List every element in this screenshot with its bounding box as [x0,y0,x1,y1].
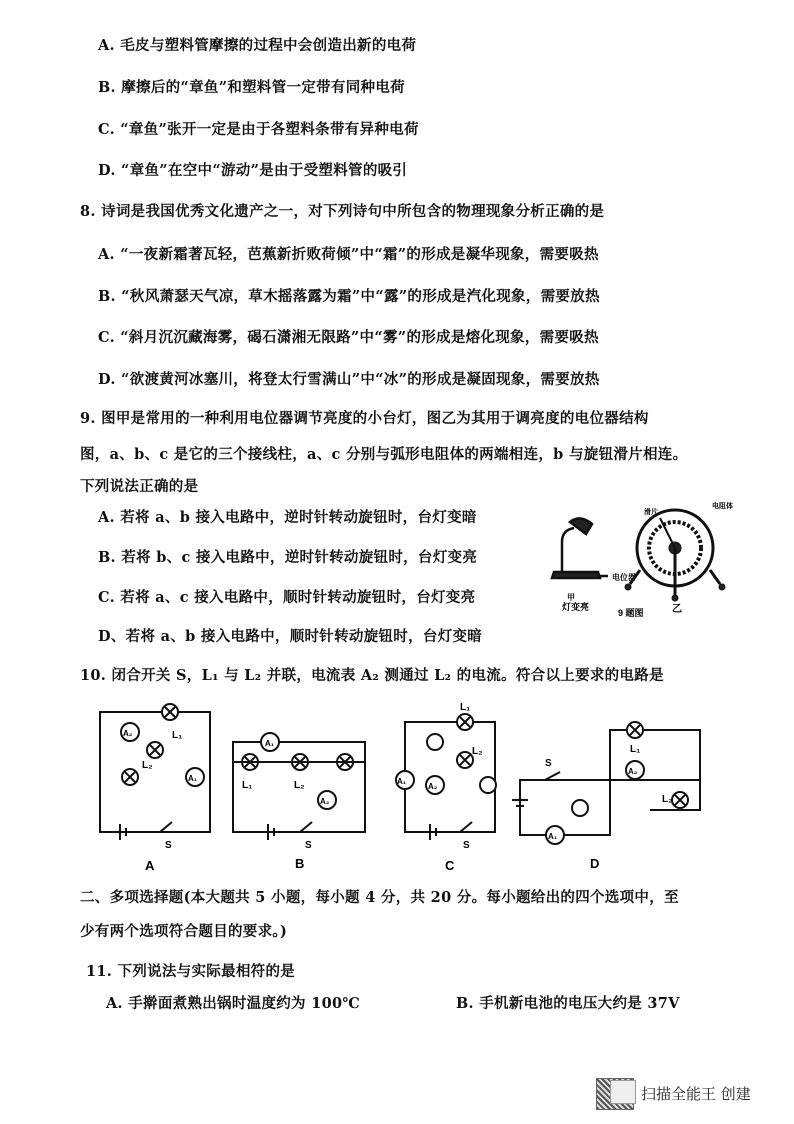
circuit-c-ammeter-a1: A₁ [397,777,407,786]
circuit-a-label: A [145,858,155,873]
q9-option-b: B. 若将 b、c 接入电路中，逆时针转动旋钮时，台灯变亮 [98,549,478,566]
scanner-watermark: 扫描全能王 创建 [641,1085,751,1103]
q9-figure [540,500,740,620]
circuit-a-switch-label: S [165,840,172,851]
q8-option-d: D. “欲渡黄河冰塞川，将登太行雪满山”中“冰”的形成是凝固现象，需要放热 [98,371,600,388]
lamp-caption: 灯变亮 [562,602,590,612]
desk-lamp-illustration [552,518,608,578]
q8-option-b: B. “秋风萧瑟天气凉，草木摇落露为霜”中“露”的形成是汽化现象，需要放热 [98,288,600,305]
circuit-a-ammeter-a2: A₂ [123,729,133,738]
circuit-a-l2: L₂ [142,760,153,771]
q11-option-a: A. 手擀面煮熟出锅时温度约为 100℃ [106,995,361,1012]
circuit-c-ammeter-a2: A₂ [428,782,438,791]
circuit-d-l1: L₁ [630,744,641,755]
circuit-d [512,722,700,844]
circuit-d-switch-label: S [545,758,552,769]
q9-option-c: C. 若将 a、c 接入电路中，顺时针转动旋钮时，台灯变亮 [98,589,476,606]
q8-option-c: C. “斜月沉沉藏海雾，碣石潇湘无限路”中“雾”的形成是熔化现象，需要吸热 [98,329,599,346]
circuit-b-ammeter-a1: A₁ [265,739,275,748]
circuit-b-label: B [295,856,305,871]
q8-stem: 8. 诗词是我国优秀文化遗产之一，对下列诗句中所包含的物理现象分析正确的是 [80,203,605,220]
circuit-b-l2: L₂ [294,780,305,791]
q7-option-c: C. “章鱼”张开一定是由于各塑料条带有异种电荷 [98,121,419,138]
q7-option-a: A. 毛皮与塑料管摩擦的过程中会创造出新的电荷 [98,37,417,54]
circuit-d-label: D [590,856,600,871]
circuit-c-l2: L₂ [472,746,483,757]
q9-option-a: A. 若将 a、b 接入电路中，逆时针转动旋钮时，台灯变暗 [98,509,477,526]
circuit-a-ammeter-a1: A₁ [188,774,198,783]
pot-part-resistor: 电阻体 [712,503,733,510]
q11-stem: 11. 下列说法与实际最相符的是 [86,963,296,980]
lamp-label: 甲 [567,593,575,602]
circuit-a-l1: L₁ [172,730,183,741]
q9-option-d: D、若将 a、b 接入电路中，顺时针转动旋钮时，台灯变暗 [98,628,483,645]
q8-option-a: A. “一夜新霜著瓦轻，芭蕉新折败荷倾”中“霜”的形成是凝华现象，需要吸热 [98,246,599,263]
section2-heading-line1: 二、多项选择题(本大题共 5 小题，每小题 4 分，共 20 分。每小题给出的四个选项中，至 [80,889,679,906]
lamp-part-label: 电位器 [612,573,636,582]
circuit-d-ammeter-a2: A₂ [628,767,638,776]
circuit-b-switch-label: S [305,840,312,851]
circuit-c-label: C [445,858,455,873]
circuit-c-switch-label: S [463,840,470,851]
q9-stem-line1: 9. 图甲是常用的一种利用电位器调节亮度的小台灯，图乙为其用于调亮度的电位器结构 [80,410,649,427]
q9-stem-line2: 图，a、b、c 是它的三个接线柱，a、c 分别与弧形电阻体的两端相连，b 与旋钮滑片相连。 [80,446,688,463]
q9-figure-caption: 9 题图 [618,608,644,618]
circuit-c [396,714,496,840]
pot-part-slider: 滑片 [644,509,658,516]
section2-heading-line2: 少有两个选项符合题目的要求。) [80,923,288,940]
circuit-a [100,704,210,840]
circuit-d-l2: L₂ [662,794,673,805]
q10-stem: 10. 闭合开关 S，L₁ 与 L₂ 并联，电流表 A₂ 测通过 L₂ 的电流。符合以上要求的电路是 [80,667,664,684]
circuit-b-l1: L₁ [242,780,253,791]
pot-label: 乙 [672,604,682,615]
q7-option-b: B. 摩擦后的“章鱼”和塑料管一定带有同种电荷 [98,79,405,96]
q11-option-b: B. 手机新电池的电压大约是 37V [456,995,680,1012]
q9-stem-line3: 下列说法正确的是 [80,478,199,495]
q10-circuits [90,700,730,880]
circuit-b-ammeter-a2: A₂ [320,797,330,806]
potentiometer-illustration [625,510,725,601]
circuit-c-l1: L₁ [460,702,471,713]
scanner-logo-icon [610,1080,636,1104]
q7-option-d: D. “章鱼”在空中“游动”是由于受塑料管的吸引 [98,162,408,179]
circuit-d-ammeter-a1: A₁ [548,832,558,841]
